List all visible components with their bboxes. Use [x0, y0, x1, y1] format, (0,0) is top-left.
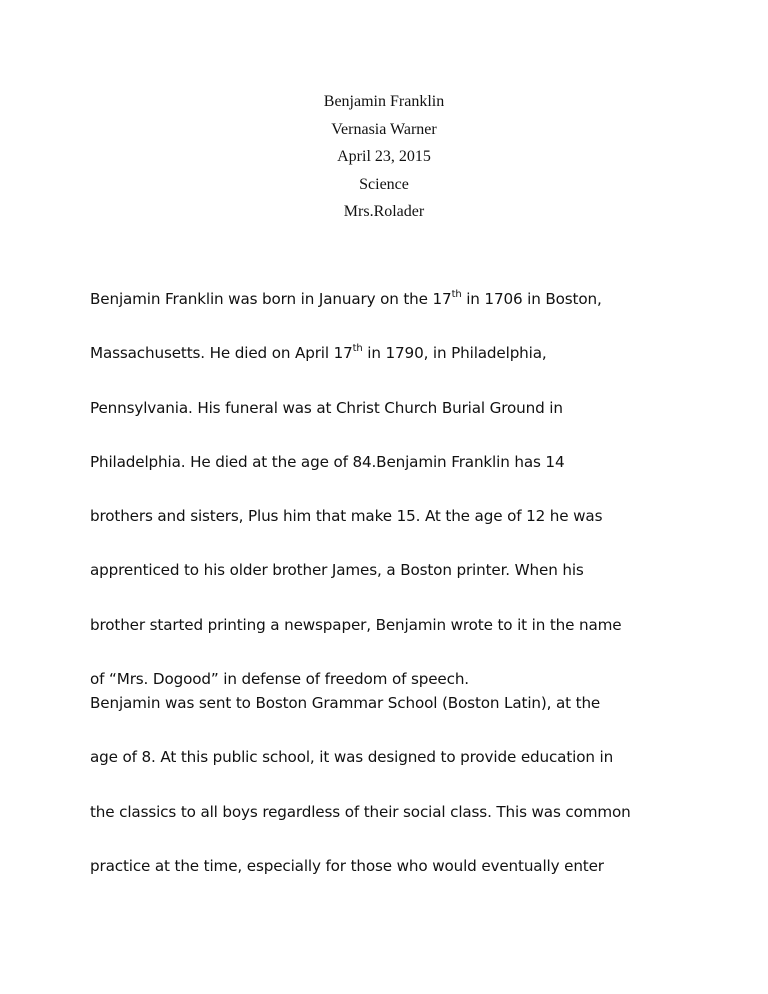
- text-run: Benjamin Franklin was born in January on the 17: [90, 290, 452, 308]
- document-header: [0, 92, 768, 230]
- text-run: in 1706 in Boston,: [461, 290, 602, 308]
- teacher-name: Mrs.Rolader: [343, 203, 425, 220]
- paragraph-line: the classics to all boys regardless of their social class. This was common: [90, 802, 631, 821]
- paragraph-line: brother started printing a newspaper, Benjamin wrote to it in the name: [90, 615, 622, 634]
- subject-name: Science: [359, 175, 409, 193]
- paragraph-line: Benjamin was sent to Boston Grammar School (Boston Latin), at the: [90, 694, 601, 712]
- paragraph-line: of “Mrs. Dogood” in defense of freedom of speech.: [90, 670, 469, 689]
- paragraph-line: practice at the time, especially for those who would eventually enter: [90, 856, 604, 875]
- paragraph-line: Pennsylvania. His funeral was at Christ Church Burial Ground in: [90, 398, 563, 417]
- paragraph-1: [90, 288, 690, 722]
- text-run: Massachusetts. He died on April 17: [90, 344, 353, 363]
- document-title: Benjamin Franklin: [323, 93, 445, 110]
- document-date: April 23, 2015: [337, 148, 431, 165]
- author-name: Vernasia Warner: [331, 120, 437, 138]
- paragraph-line: apprenticed to his older brother James, a Boston printer. When his: [90, 561, 584, 580]
- superscript: th: [451, 289, 462, 300]
- paragraph-line: [90, 288, 690, 342]
- paragraph-line: [90, 342, 690, 396]
- paragraph-line: age of 8. At this public school, it was designed to provide education in: [90, 748, 614, 767]
- paragraph-line: brothers and sisters, Plus him that make 15. At the age of 12 he was: [90, 507, 603, 526]
- paragraph-2: [90, 692, 690, 909]
- superscript: th: [352, 343, 363, 355]
- paragraph-line: Philadelphia. He died at the age of 84.Benjamin Franklin has 14: [90, 452, 565, 471]
- text-run: in 1790, in Philadelphia,: [362, 344, 547, 363]
